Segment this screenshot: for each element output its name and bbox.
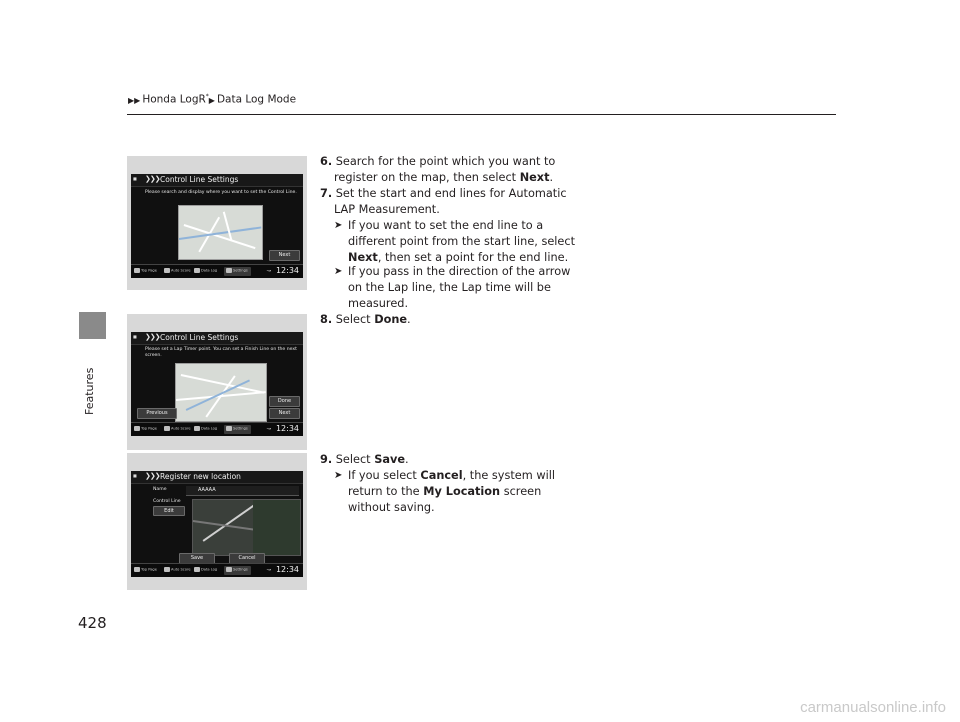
back-chevrons-icon: ❯❯❯ [145,472,160,480]
watermark: carmanualsonline.info [800,699,946,716]
screen-display [131,174,303,278]
screen-prompt-line1: Please set a Lap Timer point. You can set a Finish Line on the next [145,347,297,352]
footer-auto-score[interactable]: Auto Score [164,426,191,431]
step-number: 9. [320,453,333,466]
step-6 [320,154,555,170]
footer-data-log[interactable]: Data Log [194,567,217,572]
ui-label-next: Next [348,251,378,264]
car-icon [164,567,170,572]
gear-icon [226,426,232,431]
screen-title: Control Line Settings [160,333,239,342]
ui-label-my-location: My Location [423,485,501,498]
signal-icon: ↝ [266,268,271,274]
ui-label-save: Save [374,453,405,466]
clock: 12:34 [275,565,299,574]
screen-prompt-line2: screen. [145,353,162,358]
screenshot-control-line-set [127,314,307,450]
step-text: Set the start and end lines for Automatic [335,187,567,200]
footer-data-log[interactable]: Data Log [194,426,217,431]
breadcrumb-arrow-icon: ▶ [208,95,215,105]
ui-label-done: Done [374,313,408,326]
done-button[interactable]: Done [269,396,300,407]
car-icon [164,268,170,273]
breadcrumb-item-data-log-mode: Data Log Mode [216,93,297,106]
back-chevrons-icon: ❯❯❯ [145,175,160,183]
ui-label-cancel: Cancel [420,469,463,482]
footer-auto-score[interactable]: Auto Score [164,268,191,273]
step-7-note-1: ➤ If you want to set the end line to a different point from the start line, select Next, then set a point for the end line. [334,219,576,264]
step-8: 8. Select Done. [320,313,411,326]
step-7 [320,186,567,202]
home-icon [134,426,140,431]
back-chevrons-icon: ❯❯❯ [145,333,160,341]
next-button[interactable]: Next [269,250,300,261]
screen-footer-nav [131,264,303,278]
home-icon [134,567,140,572]
breadcrumb [128,93,296,106]
data-log-icon [194,268,200,273]
footer-auto-score[interactable]: Auto Score [164,567,191,572]
note-arrow-icon: ➤ [334,470,343,481]
step-9: 9. Select Save. [320,453,409,466]
screenshot-register-location [127,453,307,590]
ui-label-next: Next [519,171,550,184]
satellite-map-view[interactable] [192,499,301,556]
screen-display [131,332,303,436]
step-number: 6. [320,155,333,168]
name-field[interactable] [186,486,299,496]
signal-icon: ↝ [266,426,271,432]
previous-button[interactable]: Previous [137,408,177,419]
step-9-note: ➤ If you select Cancel, the system will return to the My Location screen without saving. [334,469,555,514]
clock: 12:34 [275,266,299,275]
section-tab-marker [79,312,106,339]
screen-footer-nav [131,422,303,436]
step-number: 8. [320,313,333,326]
screen-display [131,471,303,577]
map-view[interactable] [178,205,263,260]
footer-settings[interactable]: Settings [226,426,248,431]
screen-header [131,471,303,484]
home-icon [134,268,140,273]
screen-title: Control Line Settings [160,175,239,184]
section-label-text: Features [83,367,96,415]
data-log-icon [194,567,200,572]
step-text: Search for the point which you want to [335,155,556,168]
footer-data-log[interactable]: Data Log [194,268,217,273]
screenshot-control-line-search [127,156,307,290]
section-label [80,340,102,420]
data-log-icon [194,426,200,431]
clock: 12:34 [275,424,299,433]
gear-icon [226,567,232,572]
step-6-line2: register on the map, then select Next. [334,171,554,184]
edit-button[interactable]: Edit [153,506,185,516]
breadcrumb-asterisk: * [205,93,209,100]
screen-status-icon: ■ [133,176,137,181]
screen-status-icon: ■ [133,334,137,339]
cancel-button[interactable]: Cancel [229,553,265,564]
name-label: Name [153,487,167,492]
footer-top-page[interactable]: Top Page [134,426,157,431]
step-7-note-2: ➤ If you pass in the direction of the arrow on the Lap line, the Lap time will be measured. [334,265,571,310]
step-7-line2: LAP Measurement. [334,203,440,216]
footer-settings[interactable]: Settings [226,268,248,273]
note-arrow-icon: ➤ [334,266,343,277]
screen-status-icon: ■ [133,473,137,478]
footer-top-page[interactable]: Top Page [134,567,157,572]
save-button[interactable]: Save [179,553,215,564]
step-number: 7. [320,187,333,200]
screen-title: Register new location [160,472,241,481]
page-number: 428 [78,614,107,632]
footer-settings[interactable]: Settings [226,567,248,572]
note-arrow-icon: ➤ [334,220,343,231]
control-line-label: Control Line [153,499,181,504]
signal-icon: ↝ [266,567,271,573]
screen-header [131,174,303,187]
name-value: AAAAA [198,487,216,493]
footer-top-page[interactable]: Top Page [134,268,157,273]
car-icon [164,426,170,431]
next-button[interactable]: Next [269,408,300,419]
screen-prompt: Please search and display where you want to set the Control Line. [145,190,297,195]
breadcrumb-item-honda-logr: Honda LogR [142,93,206,106]
gear-icon [226,268,232,273]
map-view[interactable] [175,363,267,422]
screen-header [131,332,303,345]
screen-footer-nav [131,563,303,577]
header-divider [127,114,836,115]
breadcrumb-arrow-icon: ▶▶ [128,95,141,105]
